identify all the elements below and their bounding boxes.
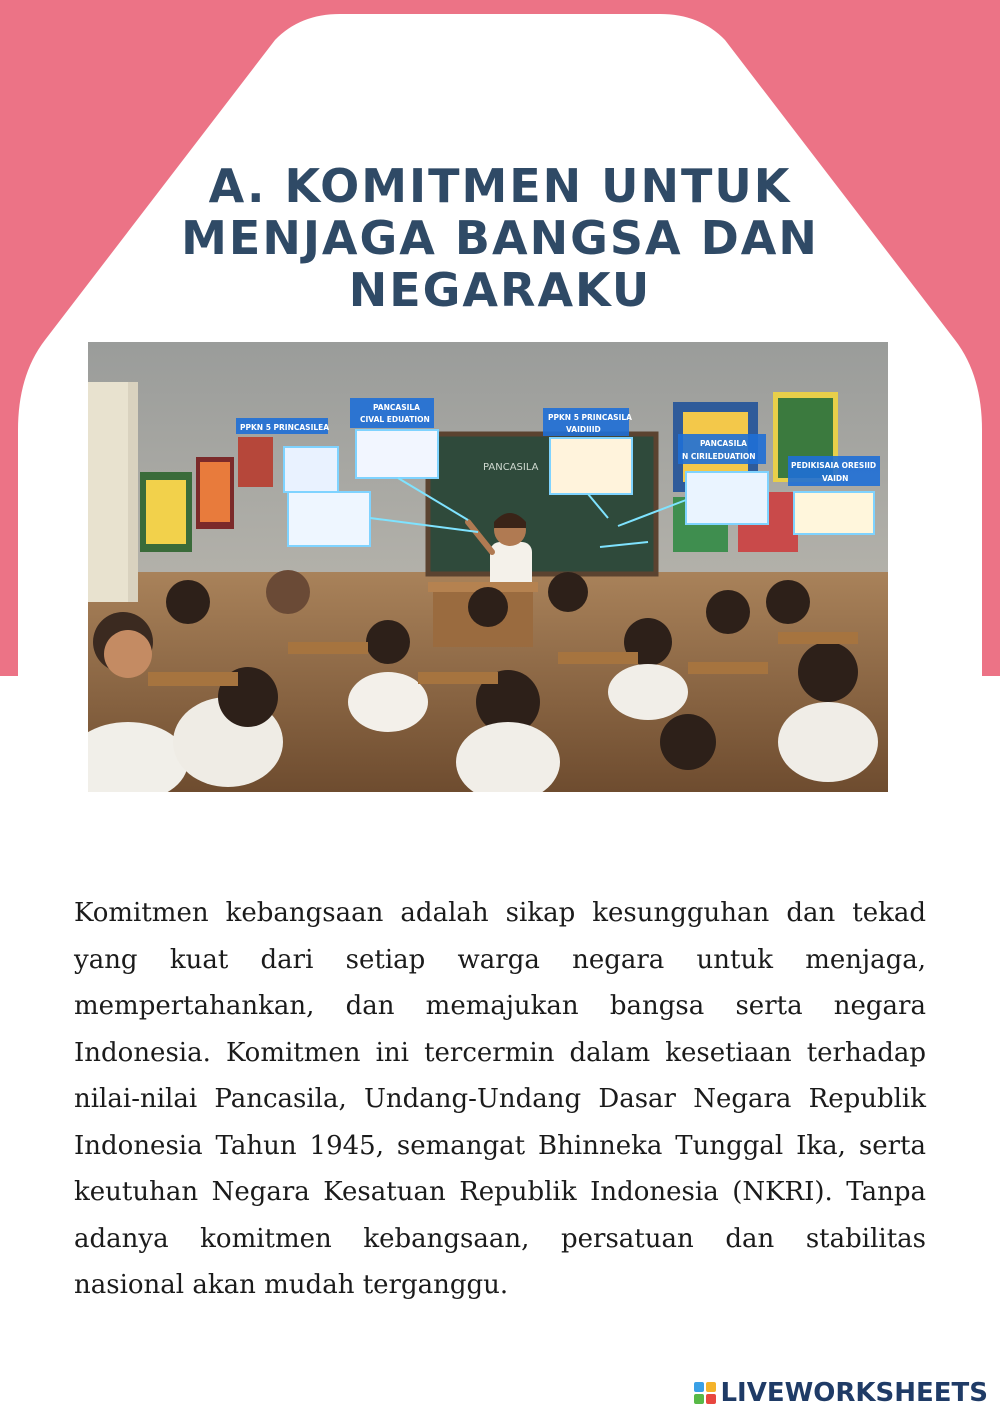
- holo-card-4: [543, 408, 632, 494]
- holo-card-label: PEDIKISAIA ORESIID: [791, 461, 877, 470]
- holo-card-3: [288, 492, 370, 546]
- title-line-3: NEGARAKU: [348, 263, 652, 317]
- poster: [238, 437, 273, 487]
- body-paragraph: Komitmen kebangsaan adalah sikap kesungguhan dan tekad yang kuat dari setiap warga negara untuk menjaga, mempertahankan, dan memajukan bangsa serta negara Indonesia. Komitmen ini tercermin dalam kesetiaan terhadap nilai-nilai Pancasila, Undang-Undang Dasar Negara Republik Indonesia Tahun 1945, semangat Bhinneka Tunggal Ika, serta keutuhan Negara Kesatuan Republik Indonesia (NKRI). Tanpa adanya komitmen kebangsaan, persatuan dan stabilitas nasional akan mudah terganggu.: [74, 898, 926, 1300]
- board-text: PANCASILA: [483, 462, 539, 473]
- brand-name: LIVEWORKSHEETS: [720, 1378, 988, 1408]
- holo-card-label: PPKN 5 PRINCASILA: [548, 413, 632, 422]
- holo-card-6: [788, 456, 880, 534]
- liveworksheets-logo-icon: [694, 1382, 716, 1404]
- holo-card-label: VAIDIIID: [566, 425, 601, 434]
- holo-card-label: PANCASILA: [700, 439, 747, 448]
- holo-card-label: VAIDN: [822, 474, 849, 483]
- title-line-1: A. KOMITMEN UNTUK: [208, 159, 792, 213]
- holo-card-label: PANCASILA: [373, 403, 420, 412]
- holo-card-label: N CIRILEDUATION: [682, 452, 756, 461]
- holo-card-label: PPKN 5 PRINCASILEA: [240, 423, 330, 432]
- title-line-2: MENJAGA BANGSA DAN: [181, 211, 819, 265]
- window: [88, 382, 128, 602]
- holo-card-label: CIVAL EDUATION: [360, 415, 430, 424]
- holo-card-2: [350, 398, 438, 478]
- classroom-illustration: [88, 342, 888, 792]
- liveworksheets-brand[interactable]: [694, 1378, 988, 1408]
- holo-card-5: [678, 434, 768, 524]
- page-title: [150, 160, 850, 316]
